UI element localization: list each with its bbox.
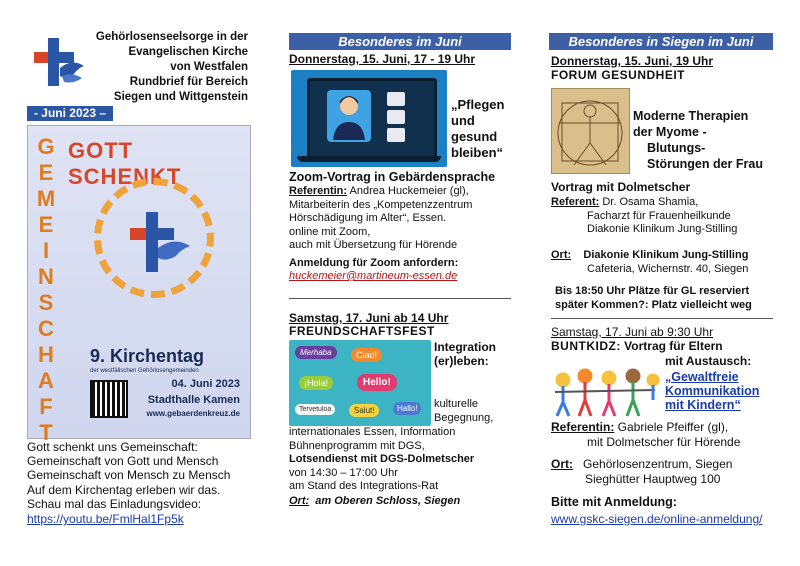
caption-line: Auf dem Kirchentag erleben wir das.: [27, 482, 221, 497]
buntkidz-title-a: BUNTKIDZ:: [551, 339, 621, 353]
ort-value: Diakonie Klinikum Jung-Stilling: [583, 249, 749, 261]
zoom-email-link[interactable]: huckemeier@martineum-essen.de: [289, 270, 458, 282]
right-column-header: Besonderes in Siegen im Juni: [549, 33, 773, 50]
laptop-base: [297, 156, 441, 162]
vitruvian-illustration: [551, 88, 630, 174]
detail-line: Mitarbeiterin des „Kompetenzzentrum: [289, 198, 473, 211]
event2-details: [289, 426, 514, 508]
event1-title-line: und: [451, 113, 475, 128]
org-line: Evangelischen Kirche: [128, 46, 248, 58]
side-title-line: Integration: [434, 340, 496, 354]
speech-bubble: Hello!: [357, 374, 397, 391]
cross-hands-icon: [30, 34, 88, 92]
forum-title: FORUM GESUNDHEIT: [551, 68, 685, 82]
speech-bubble: Merhaba: [295, 346, 337, 359]
poster-letter: A: [38, 368, 54, 393]
org-header: [88, 30, 248, 105]
kirchentag-poster: [27, 125, 251, 445]
poster-letter: T: [39, 420, 53, 445]
forum-subtitle: Vortrag mit Dolmetscher: [551, 180, 691, 194]
speech-bubble: Hallo!: [393, 402, 421, 415]
caption-line: Gott schenkt uns Gemeinschaft:: [27, 440, 198, 454]
ort-label: Ort:: [289, 494, 310, 507]
speech-bubble: Ciao!: [351, 348, 382, 362]
detail-line: am Stand des Integrations-Rat: [289, 480, 439, 492]
topic-link-text[interactable]: Kommunikation: [665, 384, 760, 398]
poster-letter: H: [38, 342, 54, 367]
buntkidz-date: Samstag, 17. Juni ab 9:30 Uhr: [551, 325, 714, 339]
zoom-signup: Anmeldung für Zoom anfordern:: [289, 256, 459, 269]
event2-title: FREUNDSCHAFTSFEST: [289, 324, 435, 338]
poster-letter: M: [36, 186, 56, 211]
referent-name: Gabriele Pfeiffer (gl),: [614, 420, 729, 434]
topic-line: Blutungs-: [647, 141, 706, 155]
detail-line: auch mit Übersetzung für Hörende: [289, 239, 458, 251]
topic-link-text[interactable]: mit Kindern“: [665, 398, 741, 412]
event1-title-line: „Pflegen: [451, 97, 505, 112]
event1-title-line: gesund: [451, 129, 498, 144]
caption-line: Gemeinschaft von Gott und Mensch: [27, 454, 219, 469]
greetings-illustration: [289, 340, 431, 426]
forum-note: [555, 285, 785, 312]
poster-website: www.gebaerdenkreuz.de: [146, 409, 240, 418]
detail-line: internationales Essen, Information: [289, 426, 456, 438]
note-line: später Kommen?: Platz vielleicht weg: [555, 298, 752, 311]
poster-letter: S: [38, 290, 54, 315]
issue-badge: - Juni 2023 –: [27, 106, 113, 121]
children-icon: [551, 366, 663, 418]
topic-line: der Myome -: [633, 125, 707, 139]
event1-date: Donnerstag, 15. Juni, 17 - 19 Uhr: [289, 52, 476, 66]
speech-bubble: Tervetuloa: [295, 404, 335, 415]
detail-line: von 14:30 – 17:00 Uhr: [289, 466, 398, 479]
forum-date: Donnerstag, 15. Juni, 19 Uhr: [551, 54, 714, 68]
event1-details: [289, 185, 514, 284]
ort-label: Ort:: [551, 249, 572, 261]
ort-value: am Oberen Schloss, Siegen: [315, 494, 461, 507]
referent-name: Andrea Huckemeier (gl),: [347, 185, 469, 197]
topic-link-line[interactable]: [665, 398, 759, 412]
ort-value: Gehörlosenzentrum, Siegen: [583, 457, 733, 471]
buntkidz-title-c: mit Austausch:: [665, 354, 752, 368]
org-line: Gehörlosenseelsorge in der: [95, 31, 248, 43]
buntkidz-topic-link[interactable]: [665, 370, 759, 412]
lotsen-line: Lotsendienst mit DGS-Dolmetscher: [289, 453, 475, 465]
event2-side-title: [434, 340, 496, 368]
topic-line: Störungen der Frau: [647, 157, 763, 171]
poster-event-subtitle: der westfälischen Gehörlosengemeinden: [90, 368, 199, 374]
note-line: Bis 18:50 Uhr Plätze für GL reserviert: [555, 285, 750, 297]
poster-event-title: 9. Kirchentag: [90, 346, 205, 366]
topic-link-line[interactable]: [665, 384, 759, 398]
referent-label: Referent:: [551, 196, 600, 208]
caption-line: Schau mal das Einladungsvideo:: [27, 496, 202, 511]
side-text-line: Begegnung,: [434, 411, 494, 424]
poster-venue: Stadthalle Kamen: [147, 394, 240, 406]
side-title-line: (er)leben:: [434, 354, 489, 368]
video-tile: [387, 128, 405, 142]
ort-label: Ort:: [551, 457, 573, 471]
kids-illustration: [551, 366, 663, 418]
section-divider: [551, 318, 773, 319]
forum-topic: [633, 108, 763, 172]
zoom-illustration: [291, 70, 447, 167]
buntkidz-title-b: Vortrag für Eltern: [620, 339, 723, 353]
referent-line: Facharzt für Frauenheilkunde: [587, 209, 731, 222]
event1-subtitle: Zoom-Vortrag in Gebärdensprache: [289, 170, 496, 184]
middle-column-header: Besonderes im Juni: [289, 33, 511, 50]
forum-location: [551, 249, 781, 276]
referent-line: mit Dolmetscher für Hörende: [587, 434, 741, 449]
buntkidz-signup: Bitte mit Anmeldung:: [551, 495, 677, 509]
detail-line: Bühnenprogramm mit DGS,: [289, 439, 425, 452]
vitruvian-man-icon: [552, 89, 629, 173]
buntkidz-referent: [551, 420, 781, 449]
section-divider: [289, 298, 511, 299]
poster-letter: E: [38, 160, 54, 185]
ort-line: Sieghütter Hauptweg 100: [585, 472, 721, 486]
video-link[interactable]: https://youtu.be/FmlHal1Fp5k: [27, 512, 184, 527]
poster-letter: N: [38, 264, 54, 289]
org-line: Rundbrief für Bereich: [129, 76, 248, 88]
event2-date: Samstag, 17. Juni ab 14 Uhr: [289, 311, 449, 325]
topic-link-text[interactable]: „Gewaltfreie: [665, 370, 739, 384]
detail-line: Hörschädigung im Alter“, Essen.: [289, 212, 447, 224]
side-text-line: kulturelle: [434, 398, 479, 410]
forum-referent: [551, 196, 781, 237]
cross-hands-icon: [124, 210, 194, 280]
caption-line: Gemeinschaft von Mensch zu Mensch: [27, 468, 231, 483]
poster-letter: I: [42, 238, 50, 263]
speech-bubble: Salut!: [349, 404, 379, 417]
ort-line: Cafeteria, Wichernstr. 40, Siegen: [587, 262, 749, 275]
poster-letter: G: [37, 134, 55, 159]
event2-side-text: [434, 398, 493, 425]
event1-title-line: bleiben“: [451, 145, 504, 160]
video-tile: [387, 110, 405, 124]
poster-vertical-word: [36, 134, 56, 446]
detail-line: online mit Zoom,: [289, 225, 371, 238]
referent-line: Diakonie Klinikum Jung-Stilling: [587, 223, 738, 235]
buntkidz-title: [551, 339, 723, 353]
buntkidz-location: [551, 457, 781, 487]
topic-line: Moderne Therapien: [633, 109, 749, 123]
event1-title: [451, 97, 521, 161]
person-icon: [331, 92, 367, 140]
referent-name: Dr. Osama Shamia,: [599, 196, 699, 208]
org-line: von Westfalen: [170, 61, 248, 73]
poster-caption: [27, 440, 252, 526]
poster-letter: E: [38, 212, 54, 237]
video-tile: [387, 92, 405, 106]
poster-date: 04. Juni 2023: [171, 378, 240, 390]
speech-bubble: ¡Hola!: [299, 376, 333, 390]
poster-letter: F: [39, 394, 53, 419]
signup-url-link[interactable]: www.gskc-siegen.de/online-anmeldung/: [551, 512, 763, 526]
referent-label: Referentin:: [551, 420, 615, 434]
church-logo: [30, 34, 88, 92]
topic-link-line[interactable]: [665, 370, 759, 384]
qr-code: [90, 380, 128, 418]
org-line: Siegen und Wittgenstein: [113, 91, 248, 103]
poster-headline: GOTT SCHENKT: [68, 138, 182, 189]
referent-label: Referentin:: [289, 185, 348, 197]
poster-letter: C: [38, 316, 54, 341]
